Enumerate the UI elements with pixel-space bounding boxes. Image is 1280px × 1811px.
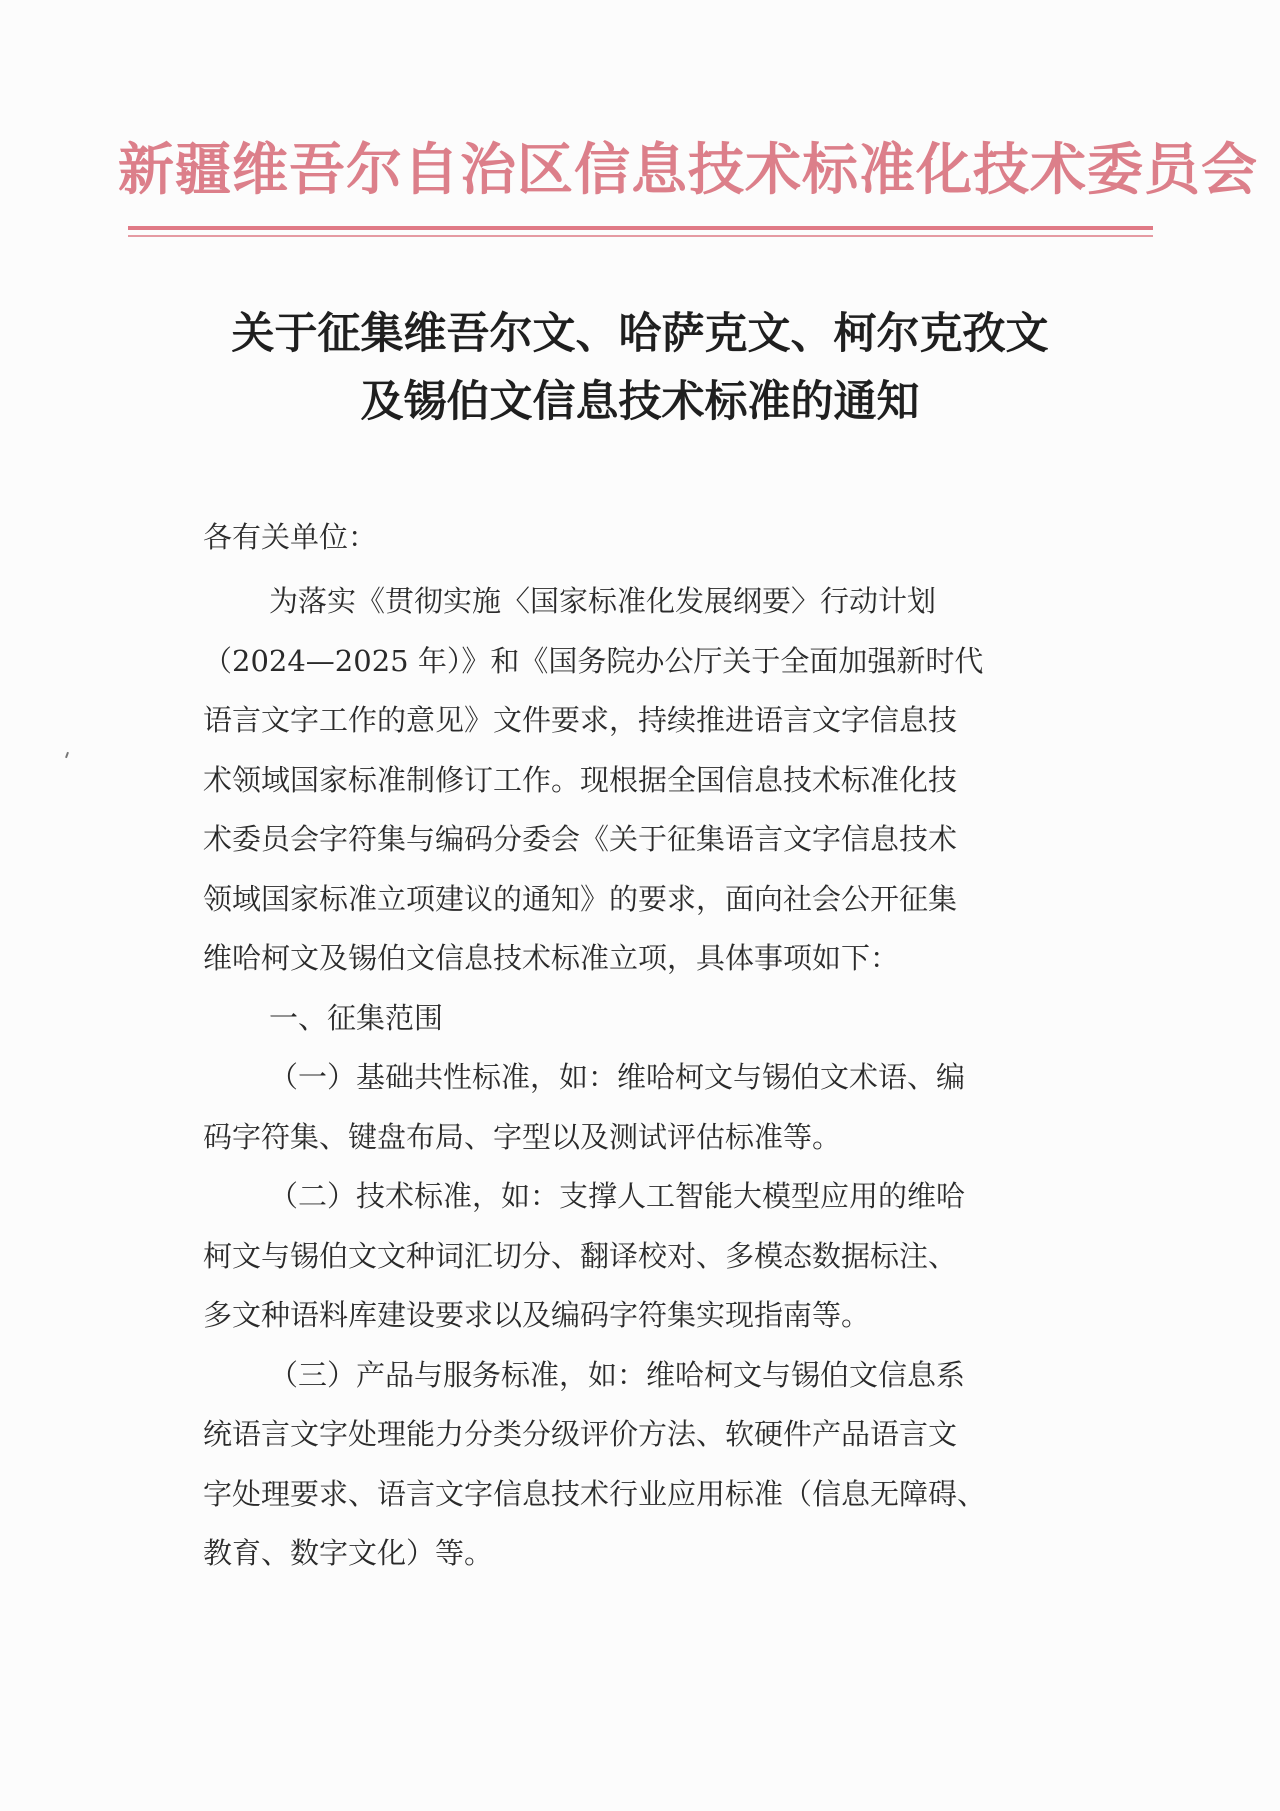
item-line: （一）基础共性标准，如：维哈柯文与锡伯文术语、编 [269, 1060, 966, 1094]
item-line: 教育、数字文化）等。 [203, 1536, 494, 1570]
item-line: （三）产品与服务标准，如：维哈柯文与锡伯文信息系 [269, 1357, 966, 1392]
item-line: 字处理要求、语言文字信息技术行业应用标准（信息无障碍、 [203, 1476, 987, 1511]
item-line: 码字符集、键盘布局、字型以及测试评估标准等。 [203, 1119, 842, 1154]
paragraph-line: 术领域国家标准制修订工作。现根据全国信息技术标准化技 [203, 762, 958, 797]
item-line: 柯文与锡伯文文种词汇切分、翻译校对、多模态数据标注、 [203, 1238, 958, 1273]
paragraph-line: （2024—2025 年）》和《国务院办公厅关于全面加强新时代 [203, 643, 984, 678]
document-title [170, 300, 1110, 436]
item-line: 统语言文字处理能力分类分级评价方法、软硬件产品语言文 [203, 1417, 958, 1451]
paragraph-line: 维哈柯文及锡伯文信息技术标准立项，具体事项如下： [203, 941, 900, 975]
title-line-2: 及锡伯文信息技术标准的通知 [360, 377, 920, 427]
letterhead-org-name: 新疆维吾尔自治区信息技术标准化技术委员会 [118, 137, 1258, 203]
scan-speck [65, 752, 69, 758]
document-body [203, 572, 1093, 1584]
paragraph-line: 为落实《贯彻实施〈国家标准化发展纲要〉行动计划 [269, 584, 937, 618]
title-line-1: 关于征集维吾尔文、哈萨克文、柯尔克孜文 [231, 309, 1049, 359]
section-heading: 一、征集范围 [269, 1000, 444, 1035]
paragraph-line: 术委员会字符集与编码分委会《关于征集语言文字信息技术 [203, 822, 958, 856]
salutation: 各有关单位： [203, 520, 378, 554]
letterhead-red-rule [128, 226, 1153, 230]
letterhead-red-rule-thin [128, 235, 1153, 237]
paragraph-line: 语言文字工作的意见》文件要求，持续推进语言文字信息技 [203, 703, 958, 737]
item-line: （二）技术标准，如：支撑人工智能大模型应用的维哈 [269, 1179, 966, 1213]
paragraph-line: 领域国家标准立项建议的通知》的要求，面向社会公开征集 [203, 881, 958, 916]
item-line: 多文种语料库建设要求以及编码字符集实现指南等。 [203, 1298, 871, 1332]
